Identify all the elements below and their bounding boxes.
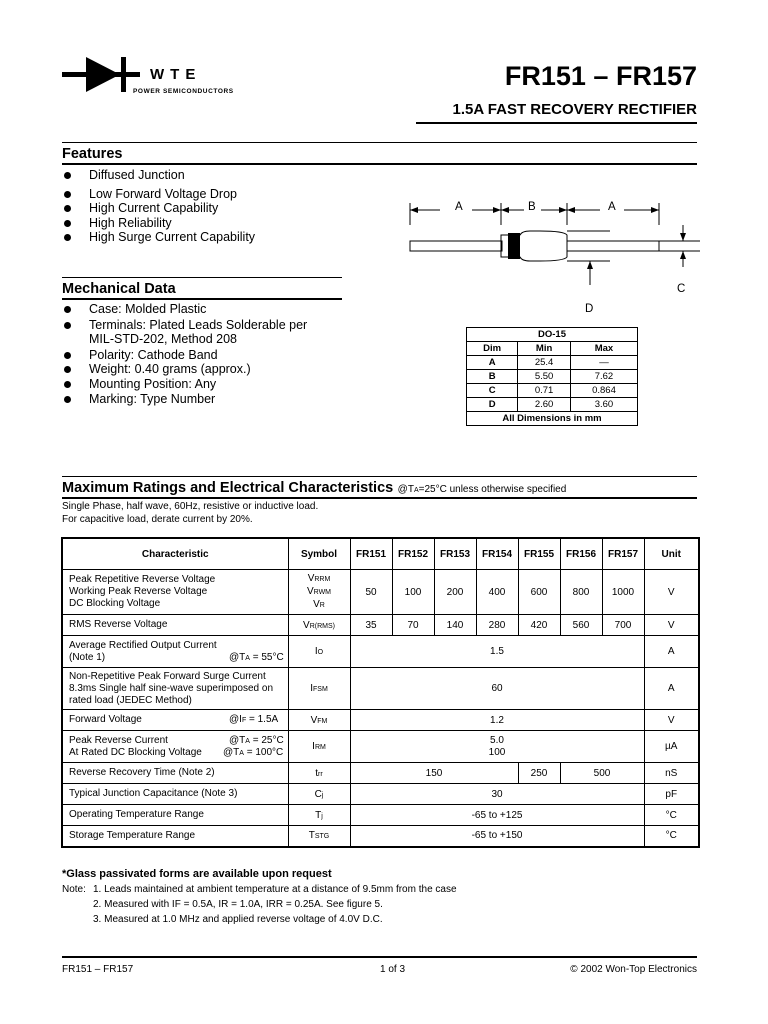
char-cell: Forward Voltage @IF = 1.5A: [62, 710, 288, 731]
char-cell: Non-Repetitive Peak Forward Surge Current 8.3ms Single half sine-wave superimposed on rated load (JEDEC Method): [62, 668, 288, 710]
dim-cell: 0.71: [518, 384, 571, 398]
unit-cell: V: [644, 710, 699, 731]
col-header: Symbol: [288, 538, 350, 570]
symbol-cell: TSTG: [288, 826, 350, 847]
symbol-cell: VR(RMS): [288, 615, 350, 636]
dim-cell: 2.60: [518, 398, 571, 412]
mech-item: Weight: 0.40 grams (approx.): [62, 362, 332, 377]
footer-rule: [62, 956, 697, 958]
mech-top-rule: [62, 277, 342, 278]
mech-item: Marking: Type Number: [62, 392, 332, 407]
col-header: FR156: [560, 538, 602, 570]
char-cell: Typical Junction Capacitance (Note 3): [62, 784, 288, 805]
col-header: FR157: [602, 538, 644, 570]
page-title: FR151 – FR157: [504, 61, 697, 91]
value-cell: 500: [560, 763, 644, 784]
table-row: [62, 731, 699, 763]
unit-cell: A: [644, 636, 699, 668]
value-cell: 250: [518, 763, 560, 784]
features-heading: Features: [62, 146, 123, 162]
table-row: [62, 615, 699, 636]
symbol-cell: IFSM: [288, 668, 350, 710]
features-top-rule: [62, 142, 697, 143]
mech-item: Mounting Position: Any: [62, 377, 332, 392]
table-row: [467, 398, 638, 412]
unit-cell: V: [644, 615, 699, 636]
char-cell: RMS Reverse Voltage: [62, 615, 288, 636]
col-header: FR154: [476, 538, 518, 570]
table-row: [62, 763, 699, 784]
feature-item: Diffused Junction: [62, 168, 362, 183]
dim-cell: 0.864: [570, 384, 637, 398]
symbol-cell: IRM: [288, 731, 350, 763]
note-3: 3. Measured at 1.0 MHz and applied reverse voltage of 4.0V D.C.: [93, 914, 383, 925]
feature-item: High Current Capability: [62, 201, 362, 216]
dim-cell: A: [467, 356, 518, 370]
table-row: [62, 636, 699, 668]
feature-item: High Reliability: [62, 216, 362, 231]
ratings-note-2: For capacitive load, derate current by 20%.: [62, 514, 253, 525]
dim-label-d: D: [585, 303, 594, 315]
char-cell: Peak Reverse Current @TA = 25°C At Rated DC Blocking Voltage @TA = 100°C: [62, 731, 288, 763]
unit-cell: °C: [644, 805, 699, 826]
table-row: [62, 805, 699, 826]
table-row: [467, 370, 638, 384]
logo-name: WTE: [150, 66, 202, 83]
symbol-cell: VFM: [288, 710, 350, 731]
value-cell: 60: [350, 668, 644, 710]
table-row: [62, 570, 699, 615]
value-cell: 1.2: [350, 710, 644, 731]
symbol-cell: IO: [288, 636, 350, 668]
char-cell: Average Rectified Output Current (Note 1) @TA = 55°C: [62, 636, 288, 668]
do15-outline-drawing: [400, 195, 700, 320]
diode-logo-icon: [62, 55, 142, 95]
glass-note: *Glass passivated forms are available upon request: [62, 868, 332, 880]
dim-cell: B: [467, 370, 518, 384]
table-header-row: [62, 538, 699, 570]
char-cell: Peak Repetitive Reverse Voltage Working Peak Reverse Voltage DC Blocking Voltage: [62, 570, 288, 615]
dim-cell: 7.62: [570, 370, 637, 384]
package-diagram: [400, 195, 700, 320]
mechanical-list: [62, 302, 332, 406]
dim-col-header: Dim: [467, 342, 518, 356]
dim-cell: 3.60: [570, 398, 637, 412]
col-header: FR151: [350, 538, 392, 570]
dim-label-a: A: [608, 201, 616, 213]
unit-cell: V: [644, 570, 699, 615]
ratings-condition: @TA=25°C unless otherwise specified: [397, 484, 567, 495]
logo-tagline: POWER SEMICONDUCTORS: [133, 88, 234, 95]
dim-label-b: B: [528, 201, 536, 213]
col-header: Unit: [644, 538, 699, 570]
value-cell: -65 to +125: [350, 805, 644, 826]
features-rule: [62, 163, 697, 165]
value-cell: 140: [434, 615, 476, 636]
dim-table-footer: All Dimensions in mm: [467, 412, 638, 426]
note-2: 2. Measured with IF = 0.5A, IR = 1.0A, IRR = 0.25A. See figure 5.: [93, 899, 383, 910]
value-cell: 1.5: [350, 636, 644, 668]
col-header: FR155: [518, 538, 560, 570]
value-cell: 5.0 100: [350, 731, 644, 763]
notes-label: Note:: [62, 884, 86, 895]
mech-item: Terminals: Plated Leads Solderable per MIL-STD-202, Method 208: [62, 318, 332, 347]
mech-item: Case: Molded Plastic: [62, 302, 332, 317]
table-row: [62, 826, 699, 847]
col-header: Characteristic: [62, 538, 288, 570]
unit-cell: A: [644, 668, 699, 710]
footer-part-range: FR151 – FR157: [62, 964, 134, 975]
dim-cell: D: [467, 398, 518, 412]
title-divider: [416, 122, 697, 124]
unit-cell: pF: [644, 784, 699, 805]
value-cell: 400: [476, 570, 518, 615]
value-cell: 600: [518, 570, 560, 615]
value-cell: 70: [392, 615, 434, 636]
dim-cell: C: [467, 384, 518, 398]
footer-copyright: © 2002 Won-Top Electronics: [570, 964, 697, 975]
note-1: 1. Leads maintained at ambient temperature at a distance of 9.5mm from the case: [93, 884, 457, 895]
dimension-table: [466, 327, 638, 426]
mech-item: Polarity: Cathode Band: [62, 348, 332, 363]
logo: [62, 55, 142, 95]
feature-item: High Surge Current Capability: [62, 230, 362, 245]
value-cell: 150: [350, 763, 518, 784]
mech-rule: [62, 298, 342, 300]
value-cell: 100: [392, 570, 434, 615]
dim-cell: 5.50: [518, 370, 571, 384]
value-cell: 420: [518, 615, 560, 636]
dim-cell: —: [570, 356, 637, 370]
ratings-heading: Maximum Ratings and Electrical Characteristics: [62, 480, 394, 496]
dim-col-header: Min: [518, 342, 571, 356]
features-list: [62, 168, 362, 245]
value-cell: 1000: [602, 570, 644, 615]
value-cell: 700: [602, 615, 644, 636]
unit-cell: µA: [644, 731, 699, 763]
value-cell: 800: [560, 570, 602, 615]
value-cell: 35: [350, 615, 392, 636]
mechanical-heading: Mechanical Data: [62, 281, 176, 297]
table-row: [62, 668, 699, 710]
dim-cell: 25.4: [518, 356, 571, 370]
symbol-cell: Tj: [288, 805, 350, 826]
symbol-cell: trr: [288, 763, 350, 784]
char-cell: Reverse Recovery Time (Note 2): [62, 763, 288, 784]
ratings-heading-line: [62, 479, 566, 497]
symbol-cell: Cj: [288, 784, 350, 805]
value-cell: 30: [350, 784, 644, 805]
dim-label-a: A: [455, 201, 463, 213]
char-cell: Storage Temperature Range: [62, 826, 288, 847]
feature-item: Low Forward Voltage Drop: [62, 187, 362, 202]
col-header: FR152: [392, 538, 434, 570]
ratings-rule: [62, 497, 697, 499]
table-row: [62, 710, 699, 731]
ratings-note-1: Single Phase, half wave, 60Hz, resistive or inductive load.: [62, 501, 319, 512]
table-row: [467, 356, 638, 370]
value-cell: -65 to +150: [350, 826, 644, 847]
col-header: FR153: [434, 538, 476, 570]
dim-table-title: DO-15: [467, 328, 638, 342]
value-cell: 200: [434, 570, 476, 615]
value-cell: 280: [476, 615, 518, 636]
char-cell: Operating Temperature Range: [62, 805, 288, 826]
dim-label-c: C: [677, 283, 686, 295]
value-cell: 50: [350, 570, 392, 615]
unit-cell: nS: [644, 763, 699, 784]
table-row: [467, 384, 638, 398]
page-subtitle: 1.5A FAST RECOVERY RECTIFIER: [452, 101, 697, 118]
footer-page-number: 1 of 3: [380, 964, 406, 975]
ratings-top-rule: [62, 476, 697, 477]
dim-col-header: Max: [570, 342, 637, 356]
value-cell: 560: [560, 615, 602, 636]
unit-cell: °C: [644, 826, 699, 847]
ratings-table: [61, 537, 700, 848]
table-row: [62, 784, 699, 805]
symbol-cell: VRRM VRWM VR: [288, 570, 350, 615]
